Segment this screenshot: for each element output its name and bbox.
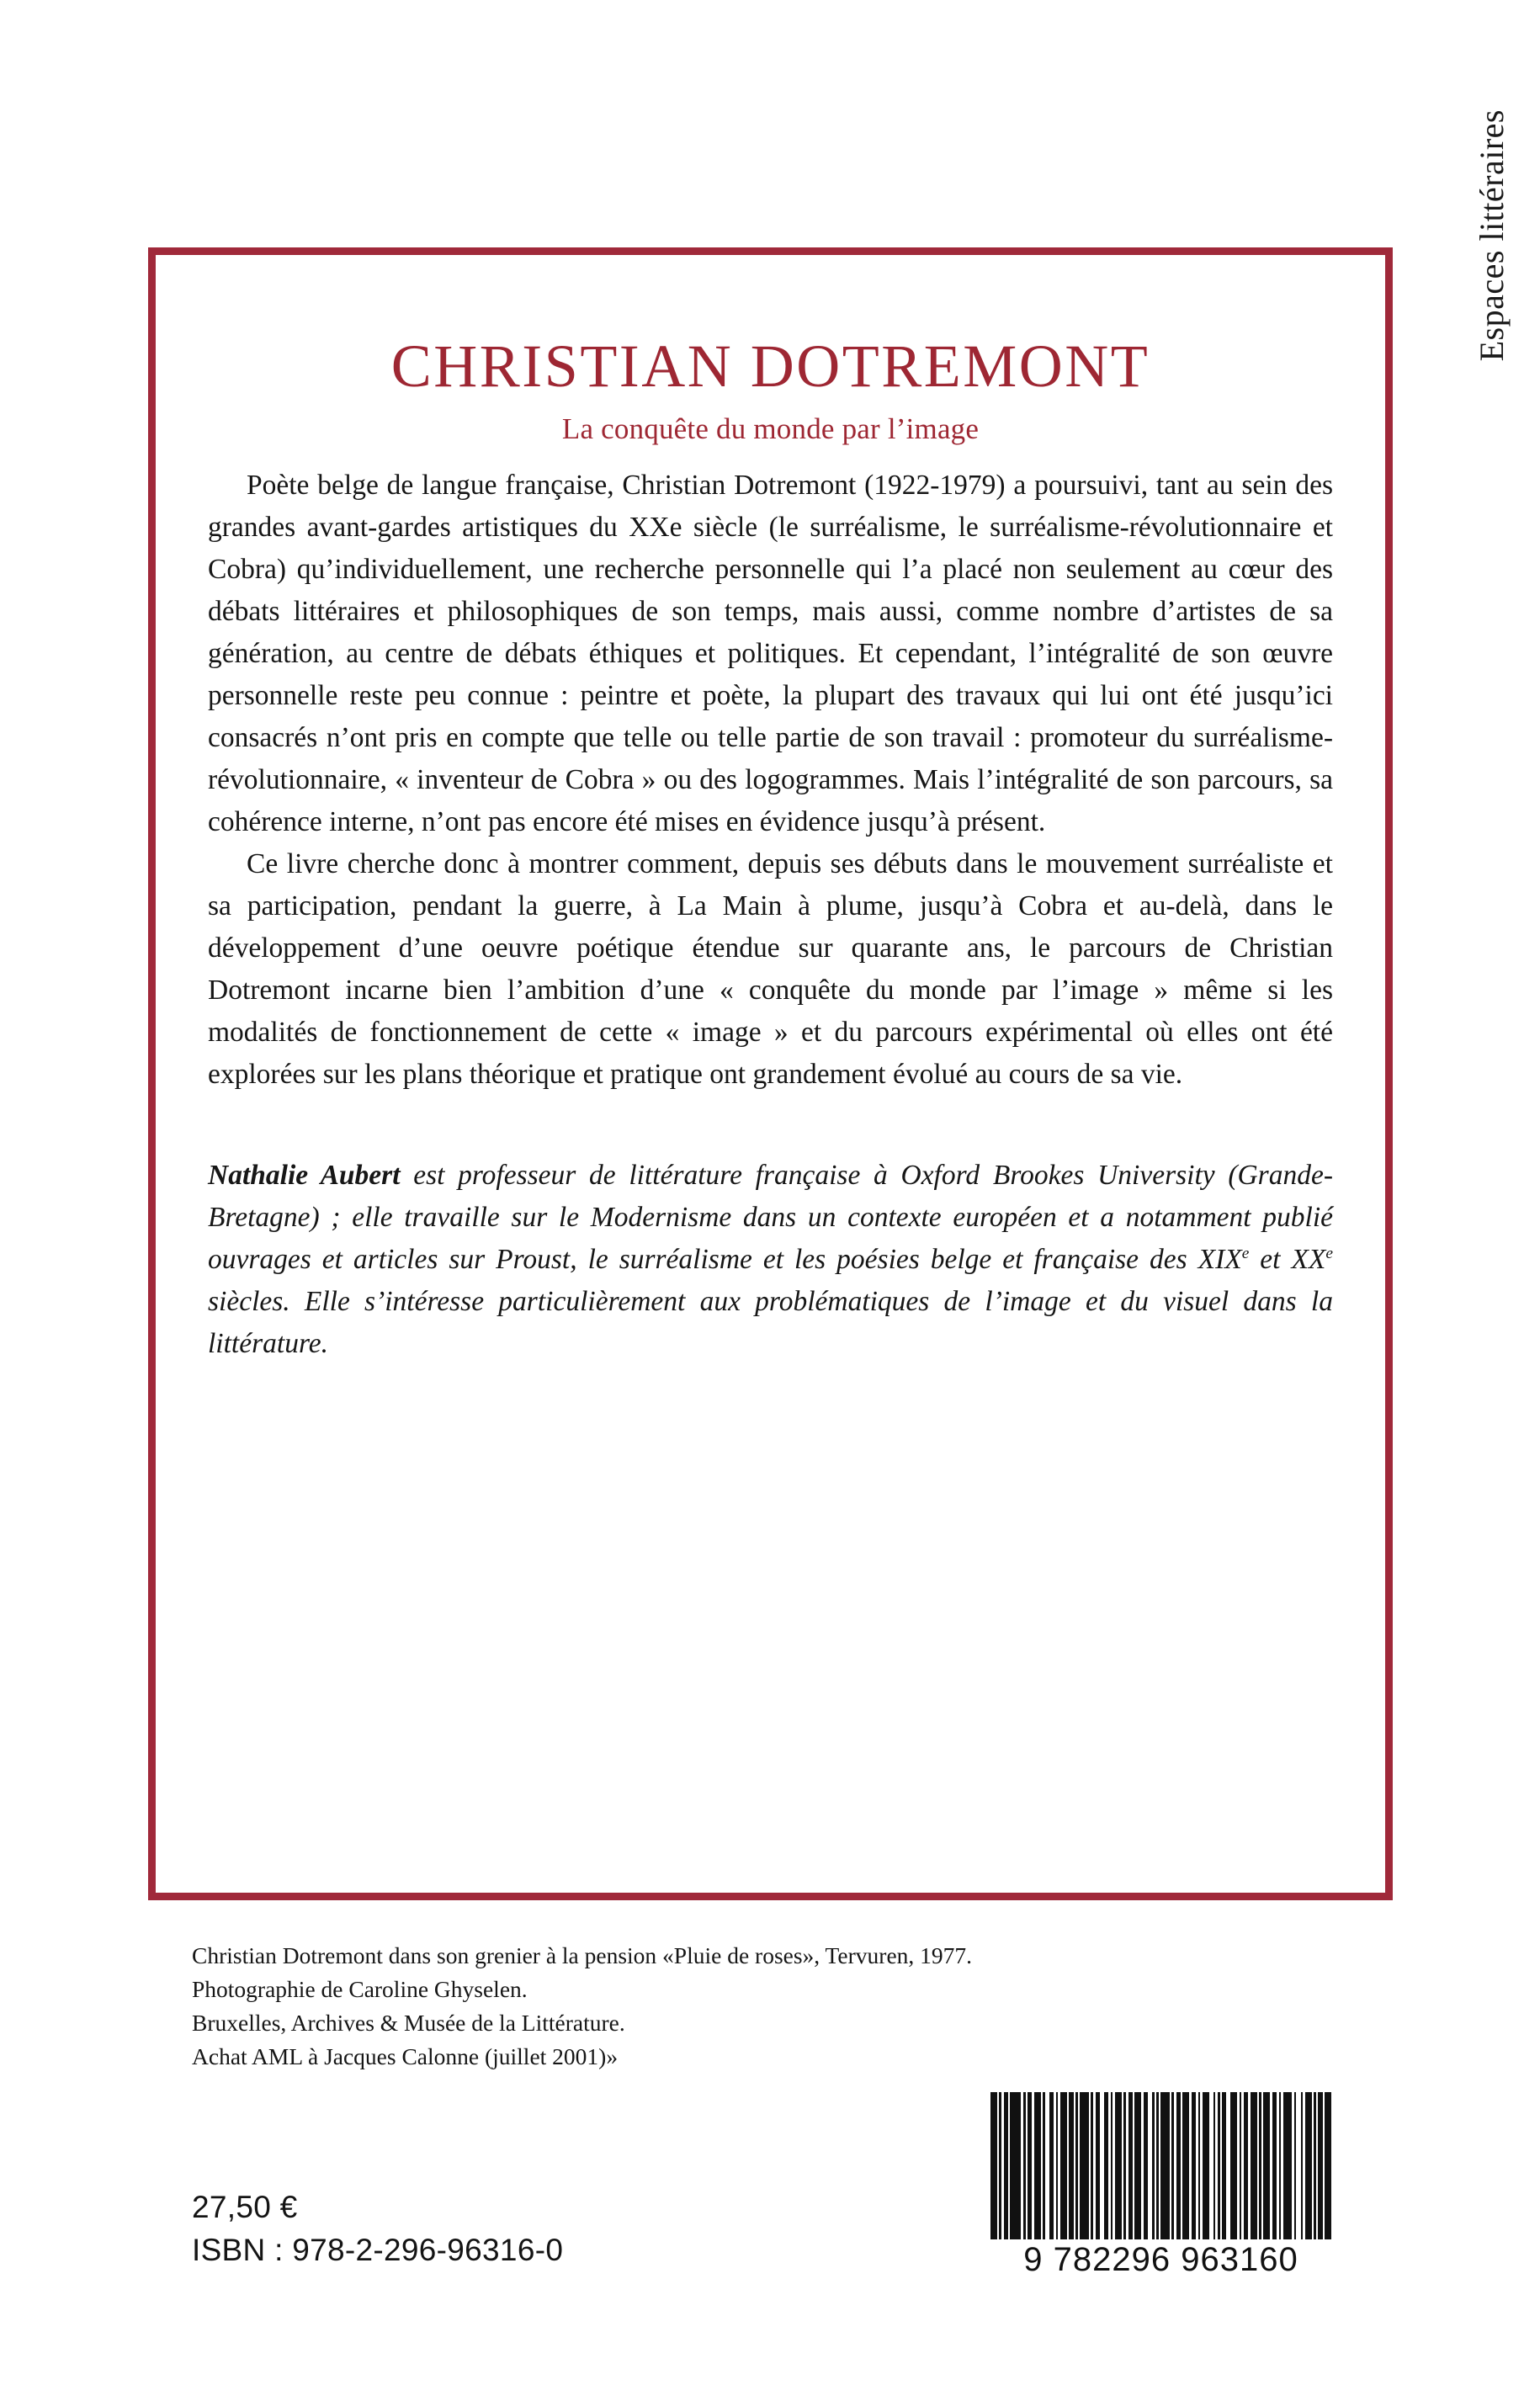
photo-credit-line: Photographie de Caroline Ghyselen.: [192, 1976, 528, 2002]
title-block: [206, 332, 1335, 446]
photo-credit-block: [192, 1939, 1202, 2074]
ordinal-suffix: e: [1325, 1245, 1333, 1263]
author-name: Nathalie Aubert: [208, 1160, 401, 1192]
collection-label-text: Espaces littéraires: [1472, 109, 1511, 362]
barcode: [990, 2092, 1331, 2279]
author-bio-paragraph: [208, 1155, 1333, 1365]
author-bio-text-1: est professeur de littérature française à Oxford Brookes University (Grande-Bretagne) ; elle travaille sur le Modernisme dans un contexte européen et a notamment publié ouvrages et articles sur Proust, le surréalisme et les poésies belge et française des XIX: [208, 1160, 1333, 1276]
ordinal-suffix: e: [1241, 1245, 1250, 1263]
price-isbn-block: [192, 2186, 563, 2271]
photo-credit-line: Christian Dotremont dans son grenier à la pension «Pluie de roses», Tervuren, 1977.: [192, 1942, 973, 1968]
page-subtitle: La conquête du monde par l’image: [561, 412, 980, 446]
price-value: 27,50 €: [192, 2190, 298, 2224]
blurb-text: [206, 465, 1335, 1096]
collection-label: [1466, 109, 1516, 471]
author-bio: [206, 1155, 1335, 1365]
author-bio-text-2: et XX: [1249, 1244, 1326, 1276]
barcode-bars: [990, 2092, 1331, 2239]
blurb-paragraph: Poète belge de langue française, Christian Dotremont (1922-1979) a poursuivi, tant au sein des grandes avant-gardes artistiques du XXe siècle (le surréalisme, le surréalisme-révolutionnaire et Cobra) qu’individuellement, une recherche personnelle qui l’a placé non seulement au cœur des débats littéraires et philosophiques de son temps, mais aussi, comme nombre d’artistes de sa génération, au centre de débats éthiques et politiques. Et cependant, l’intégralité de son œuvre personnelle reste peu connue : peintre et poète, la plupart des travaux qui lui ont été jusqu’ici consacrés n’ont pris en compte que telle ou telle partie de son travail : promoteur du surréalisme-révolutionnaire, « inventeur de Cobra » ou des logogrammes. Mais l’intégralité de son parcours, sa cohérence interne, n’ont pas encore été mises en évidence jusqu’à présent.: [208, 470, 1333, 838]
isbn-value: ISBN : 978-2-296-96316-0: [192, 2233, 564, 2267]
photo-credit-line: Bruxelles, Archives & Musée de la Littérature.: [192, 2010, 625, 2036]
photo-credit-line: Achat AML à Jacques Calonne (juillet 2001)»: [192, 2043, 619, 2069]
page-title: CHRISTIAN DOTREMONT: [390, 332, 1150, 400]
author-bio-text-3: siècles. Elle s’intéresse particulièrement aux problématiques de l’image et du visuel dans la littérature.: [208, 1286, 1333, 1360]
blurb-paragraph: Ce livre cherche donc à montrer comment, depuis ses débuts dans le mouvement surréaliste et sa participation, pendant la guerre, à La Main à plume, jusqu’à Cobra et au-delà, dans le développement d’une oeuvre poétique étendue sur quarante ans, le parcours de Christian Dotremont incarne bien l’ambition d’une « conquête du monde par l’image » même si les modalités de fonctionnement de cette « image » et du parcours expérimental où elles ont été explorées sur les plans théorique et pratique ont grandement évolué au cours de sa vie.: [208, 848, 1333, 1091]
cover-frame-inner: [156, 255, 1385, 1893]
barcode-digits: 9 782296 963160: [1023, 2241, 1298, 2278]
cover-frame-border: [148, 247, 1393, 1900]
